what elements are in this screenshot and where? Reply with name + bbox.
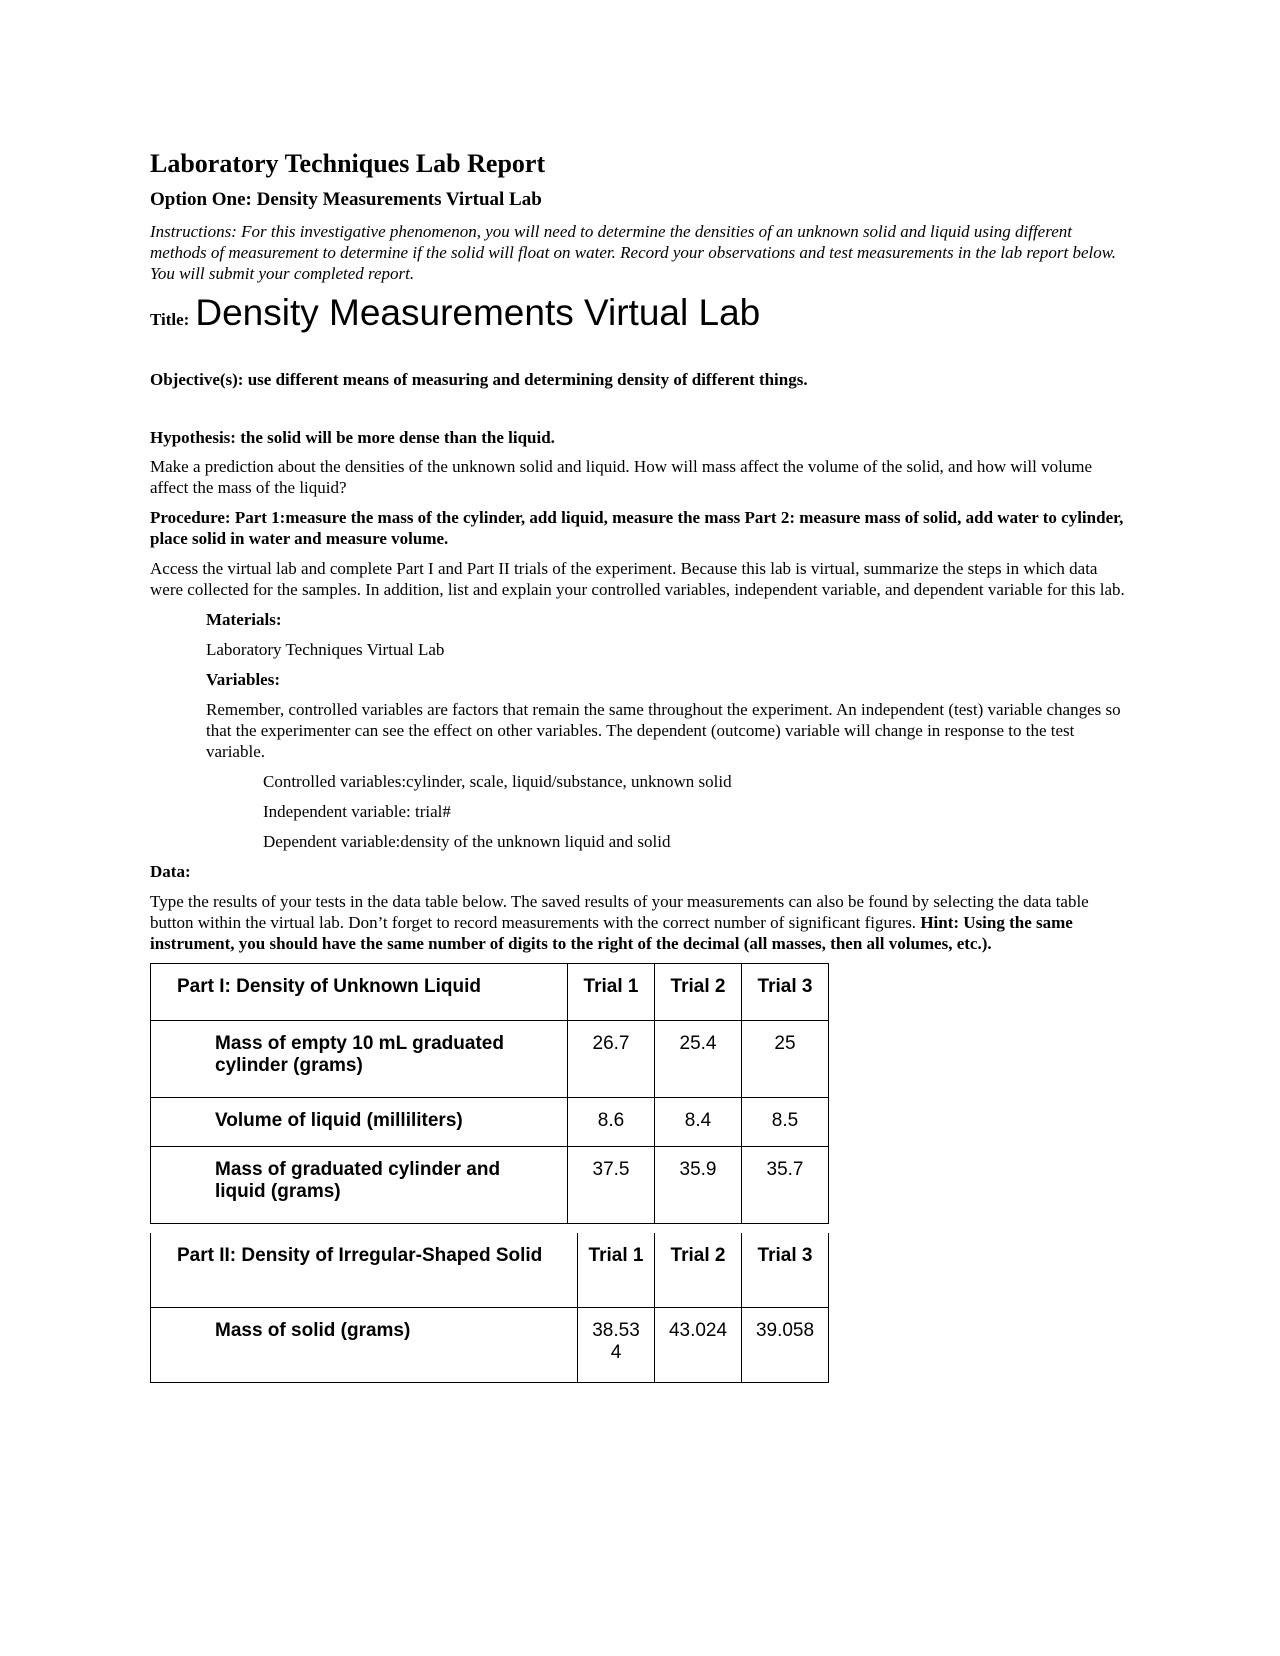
materials-value: Laboratory Techniques Virtual Lab (206, 639, 445, 659)
data-prompt (150, 891, 1130, 954)
table-header: Part I: Density of Unknown Liquid (151, 963, 568, 1020)
table-row (151, 1020, 829, 1097)
materials-label: Materials: (206, 609, 282, 629)
procedure-prompt: Access the virtual lab and complete Part I and Part II trials of the experiment. Because this lab is virtual, summarize the steps in which data were collected for the samples. In addition, list and explain your controlled variables, independent variable, and dependent variable for this lab. (150, 558, 1125, 599)
table-cell[interactable]: 39.058 (742, 1307, 829, 1382)
data-label: Data: (150, 861, 191, 881)
table-cell[interactable]: 26.7 (568, 1020, 655, 1097)
table-cell[interactable]: 25.4 (655, 1020, 742, 1097)
trial-header: Trial 1 (578, 1233, 655, 1308)
instructions-text: Instructions: For this investigative phenomenon, you will need to determine the densities of an unknown solid and liquid using different methods of measurement to determine if the solid will float on water. Record your observations and test measurements in the lab report below. You will submit your completed report. (150, 221, 1117, 283)
procedure-text: Procedure: Part 1:measure the mass of the cylinder, add liquid, measure the mass Part 2: measure mass of solid, add water to cylinder, place solid in water and measure volume. (150, 507, 1124, 548)
table-cell[interactable]: 35.9 (655, 1146, 742, 1223)
table-row (151, 1307, 829, 1382)
variables-label: Variables: (206, 669, 280, 689)
trial-header: Trial 1 (568, 963, 655, 1020)
report-heading: Laboratory Techniques Lab Report (150, 149, 546, 178)
hypothesis-prompt: Make a prediction about the densities of the unknown solid and liquid. How will mass affect the volume of the solid, and how will volume affect the mass of the liquid? (150, 456, 1093, 497)
title-label: Title: (150, 309, 190, 329)
row-label: Volume of liquid (milliliters) (151, 1097, 568, 1146)
table-cell[interactable]: 8.4 (655, 1097, 742, 1146)
title-value: Density Measurements Virtual Lab (195, 291, 761, 333)
table-cell[interactable]: 43.024 (655, 1307, 742, 1382)
title-row (150, 292, 1130, 334)
hint-text: Hint: Using the same instrument, you should have the same number of digits to the right of the decimal (all masses, then all volumes, etc.). (150, 912, 1073, 953)
liquid-density-table (150, 963, 829, 1224)
solid-density-table (150, 1233, 829, 1383)
table-header-row (151, 1233, 829, 1308)
table-cell[interactable]: 8.5 (742, 1097, 829, 1146)
trial-header: Trial 2 (655, 1233, 742, 1308)
controlled-variables: Controlled variables:cylinder, scale, liquid/substance, unknown solid (263, 771, 732, 791)
trial-header: Trial 2 (655, 963, 742, 1020)
table-cell[interactable]: 8.6 (568, 1097, 655, 1146)
table-row (151, 1146, 829, 1223)
row-label: Mass of empty 10 mL graduated cylinder (grams) (151, 1020, 568, 1097)
table-cell[interactable]: 38.534 (578, 1307, 655, 1382)
dependent-variable: Dependent variable:density of the unknown liquid and solid (263, 831, 671, 851)
table-row (151, 1097, 829, 1146)
objective-text: Objective(s): use different means of measuring and determining density of different things. (150, 369, 808, 389)
table-cell[interactable]: 37.5 (568, 1146, 655, 1223)
table-header-row (151, 963, 829, 1020)
independent-variable: Independent variable: trial# (263, 801, 451, 821)
data-prompt-text: Type the results of your tests in the data table below. The saved results of your measurements can also be found by selecting the data table button within the virtual lab. Don’t forget to record measurements with the correct number of significant figures. (150, 891, 1089, 932)
trial-header: Trial 3 (742, 1233, 829, 1308)
trial-header: Trial 3 (742, 963, 829, 1020)
hypothesis-text: Hypothesis: the solid will be more dense than the liquid. (150, 427, 555, 447)
row-label: Mass of graduated cylinder and liquid (grams) (151, 1146, 568, 1223)
variables-explanation: Remember, controlled variables are factors that remain the same throughout the experiment. An independent (test) variable changes so that the experimenter can see the effect on other variables. The dependent (outcome) variable will change in response to the test variable. (206, 699, 1121, 761)
lab-report-page (150, 150, 1130, 1383)
row-label: Mass of solid (grams) (151, 1307, 578, 1382)
table-cell[interactable]: 35.7 (742, 1146, 829, 1223)
table-cell[interactable]: 25 (742, 1020, 829, 1097)
report-subheading: Option One: Density Measurements Virtual Lab (150, 188, 542, 210)
table-header: Part II: Density of Irregular-Shaped Solid (151, 1233, 578, 1308)
